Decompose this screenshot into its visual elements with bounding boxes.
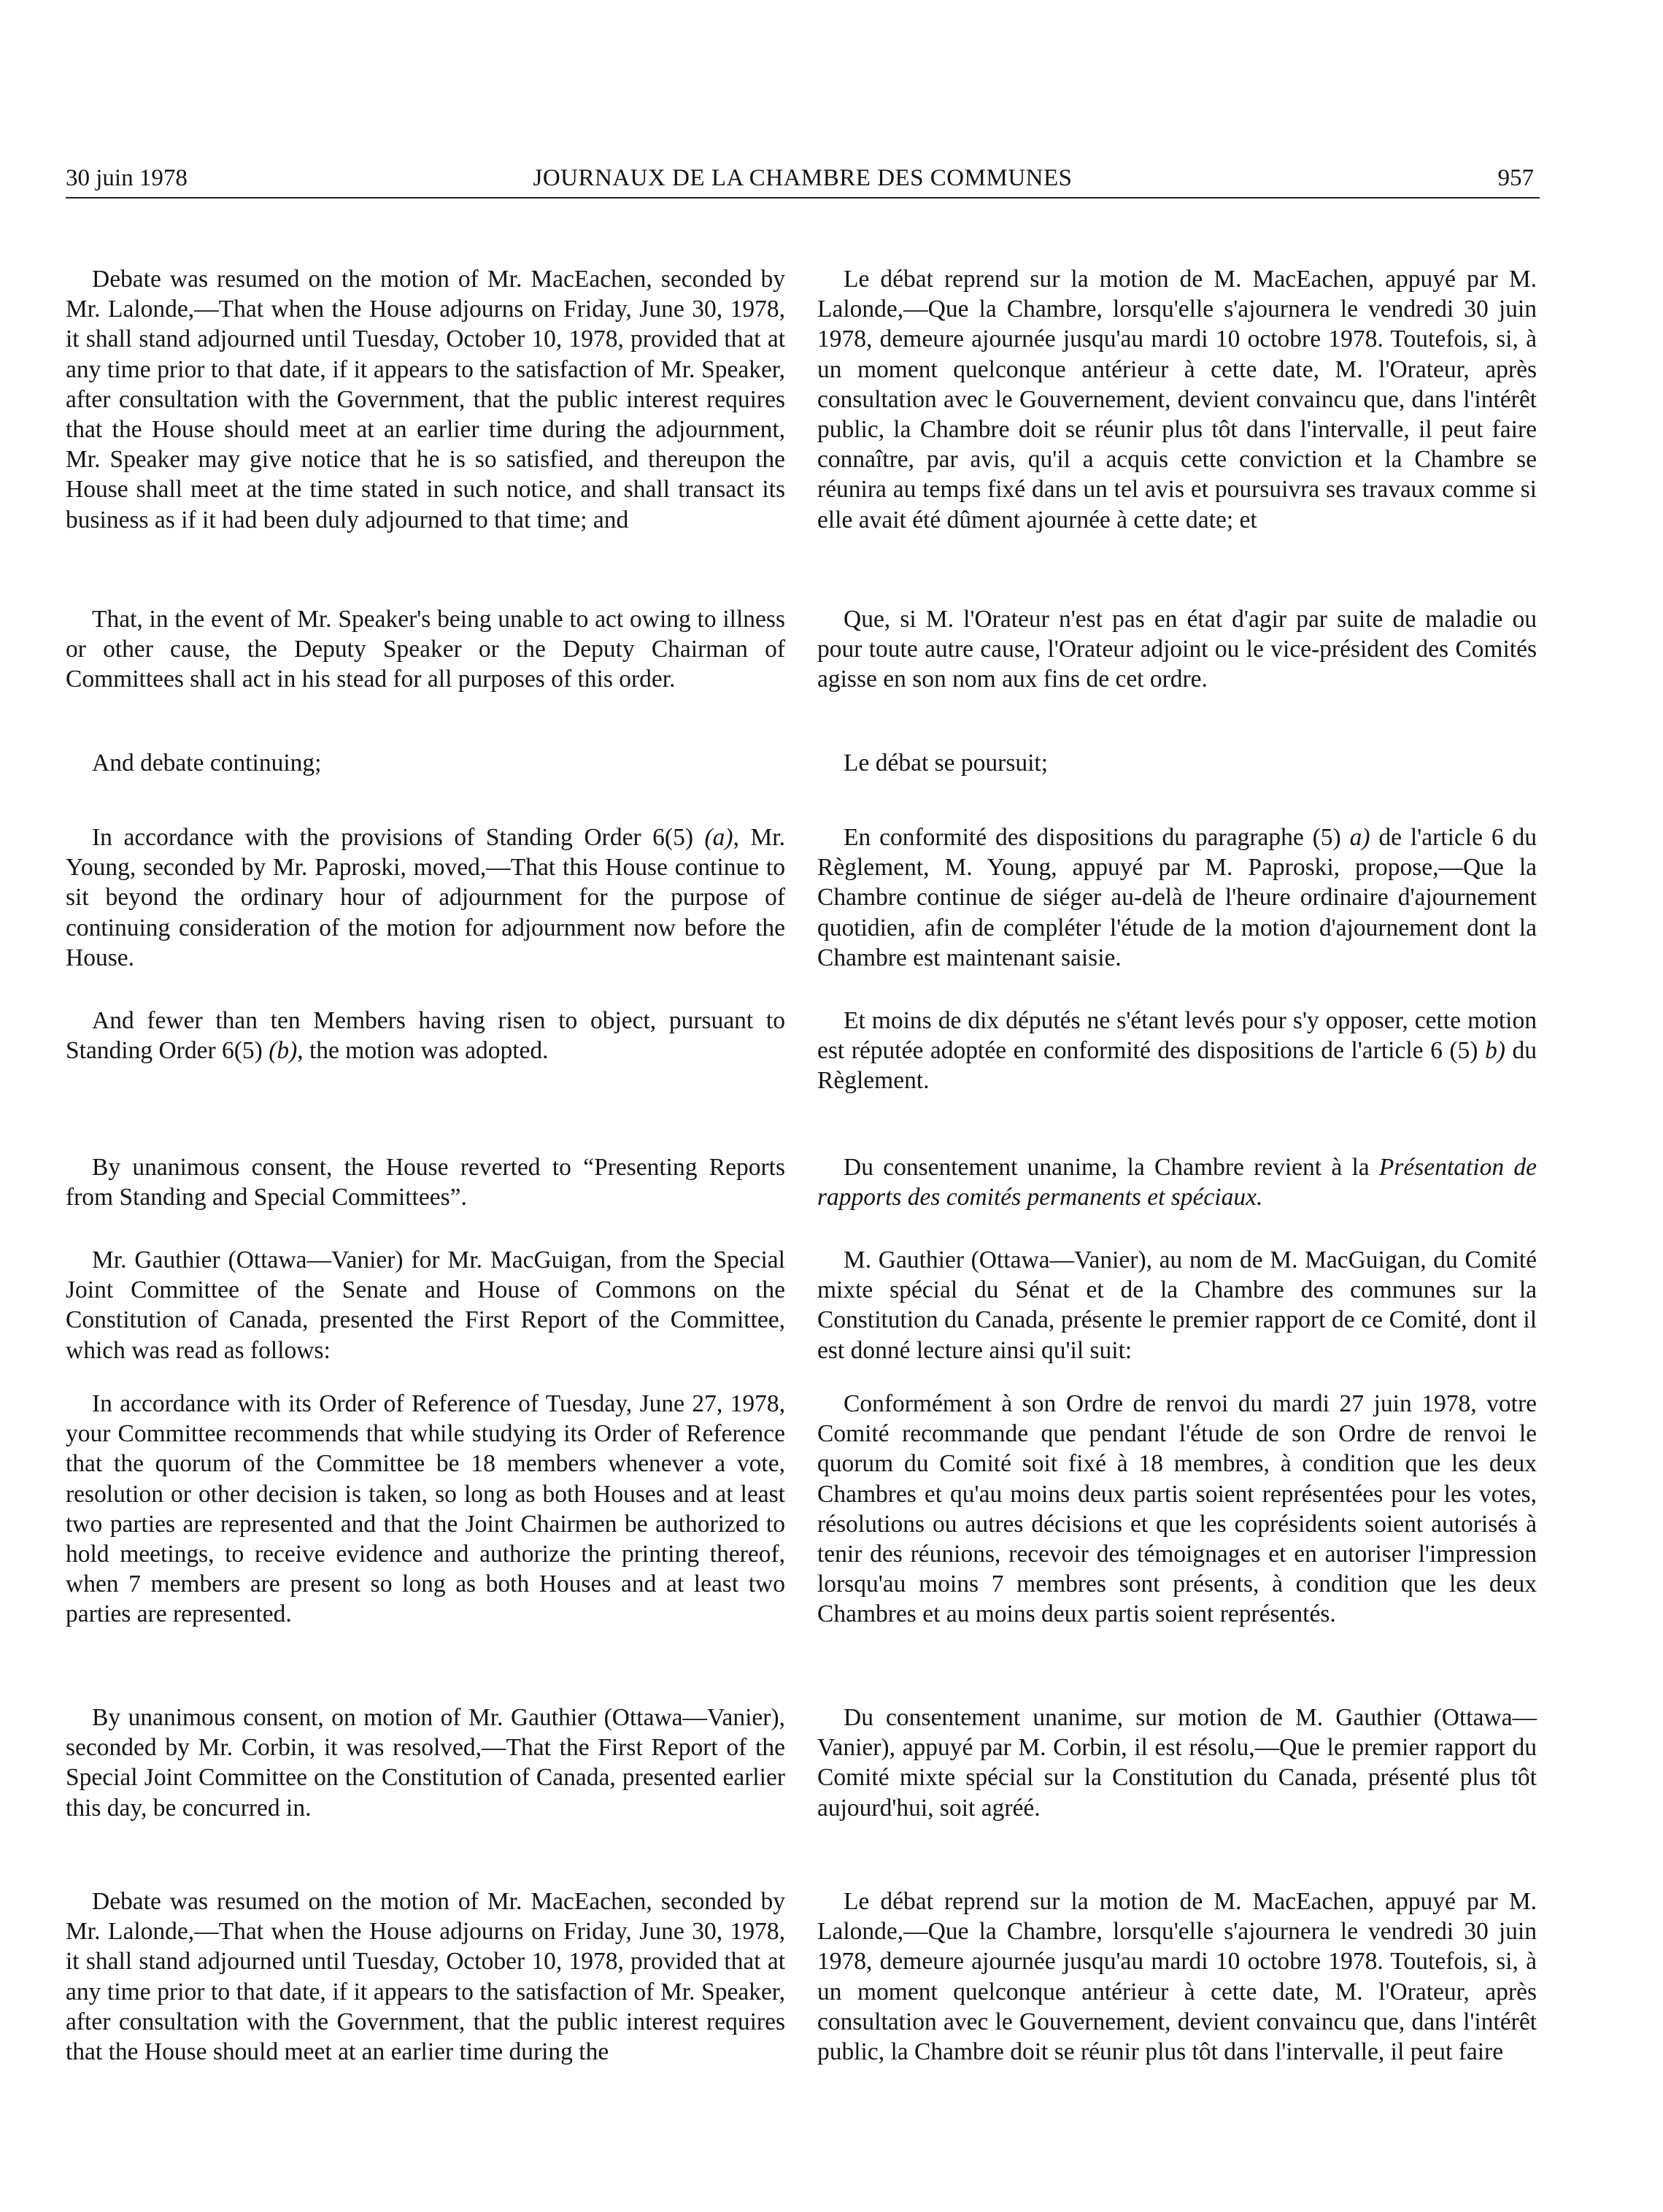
- fr-paragraph-6: Du consentement unanime, la Chambre revient à la Présentation de rapports des comités permanents et spéciaux.: [817, 1154, 1537, 1211]
- header-page-number: 957: [1497, 165, 1534, 191]
- en-paragraph-7: Mr. Gauthier (Ottawa—Vanier) for Mr. MacGuigan, from the Special Joint Committee of the Senate and House of Commons on the Constitution of Canada, presented the First Report of the Committee, which was read as follows:: [66, 1246, 785, 1364]
- en-debate-resumed: [66, 1887, 785, 2067]
- fr-paragraph-8: Conformément à son Ordre de renvoi du mardi 27 juin 1978, votre Comité recommande que pendant l'étude de son Ordre de renvoi le quorum du Comité soit fixé à 18 membres, à condition que les deux Chambres et qu'au moins deux partis soient représentées pour les votes, résolutions ou autres décisions et que les coprésidents soient autorisés à tenir des réunions, recevoir des témoignages et en autoriser l'impression lorsqu'au moins 7 membres sont présents, à condition que les deux Chambres et au moins deux partis soient représentés.: [817, 1390, 1537, 1628]
- en-first-report-presented: [66, 1245, 785, 1365]
- en-paragraph-8: In accordance with its Order of Reference of Tuesday, June 27, 1978, your Committee recommends that while studying its Order of Reference that the quorum of the Committee be 18 members whenever a vote, resolution or other decision is taken, so long as both Houses and at least two parties are represented and that the Joint Chairmen be authorized to hold meetings, to receive evidence and authorize the printing thereof, when 7 members are present so long as both Houses and at least two parties are represented.: [66, 1390, 785, 1628]
- fr-first-report-presented: [817, 1245, 1537, 1365]
- fr-paragraph-2: Que, si M. l'Orateur n'est pas en état d'agir par suite de maladie ou pour toute autre cause, l'Orateur adjoint ou le vice-président des Comités agisse en son nom aux fins de cet ordre.: [817, 606, 1537, 693]
- en-paragraph-4: In accordance with the provisions of Standing Order 6(5) (a), Mr. Young, seconded by Mr. Paproski, moved,—That this House continue to sit beyond the ordinary hour of adjournment for the purpose of continuing consideration of the motion for adjournment now before the House.: [66, 824, 785, 971]
- fr-sitting-motion: [817, 822, 1537, 973]
- en-speaker-clause: [66, 604, 785, 695]
- page-header: [66, 161, 1540, 199]
- fr-debate-continuing: [817, 748, 1537, 778]
- en-paragraph-5: And fewer than ten Members having risen to object, pursuant to Standing Order 6(5) (b), the motion was adopted.: [66, 1007, 785, 1065]
- en-paragraph-9: By unanimous consent, on motion of Mr. Gauthier (Ottawa—Vanier), seconded by Mr. Corbin, it was resolved,—That the First Report of the Special Joint Committee on the Constitution of Canada, presented earlier this day, be concurred in.: [66, 1704, 785, 1822]
- header-date: 30 juin 1978: [66, 165, 188, 191]
- en-paragraph-1: Debate was resumed on the motion of Mr. MacEachen, seconded by Mr. Lalonde,—That when the House adjourns on Friday, June 30, 1978, it shall stand adjourned until Tuesday, October 10, 1978, provided that at any time prior to that date, if it appears to the satisfaction of Mr. Speaker, after consultation with the Government, that the public interest requires that the House should meet at an earlier time during the adjournment, Mr. Speaker may give notice that he is so satisfied, and thereupon the House shall meet at the time stated in such notice, and shall transact its business as if it had been duly adjourned to that time; and: [66, 266, 785, 533]
- fr-motion-adopted: [817, 1006, 1537, 1096]
- en-motion-adopted: [66, 1006, 785, 1065]
- en-paragraph-2: That, in the event of Mr. Speaker's being unable to act owing to illness or other cause, the Deputy Speaker or the Deputy Chairman of Committees shall act in his stead for all purposes of this order.: [66, 606, 785, 693]
- en-reverted-reports: [66, 1152, 785, 1212]
- en-report-concurred: [66, 1703, 785, 1823]
- fr-paragraph-4: En conformité des dispositions du paragraphe (5) a) de l'article 6 du Règlement, M. Young, appuyé par M. Paproski, propose,—Que la Chambre continue de siéger au-delà de l'heure ordinaire d'ajournement quotidien, afin de compléter l'étude de la motion d'ajournement dont la Chambre est maintenant saisie.: [817, 824, 1537, 971]
- fr-adjournment-motion: [817, 264, 1537, 535]
- fr-paragraph-9: Du consentement unanime, sur motion de M. Gauthier (Ottawa—Vanier), appuyé par M. Corbin, il est résolu,—Que le premier rapport du Comité mixte spécial sur la Constitution du Canada, présenté plus tôt aujourd'hui, soit agréé.: [817, 1704, 1537, 1822]
- fr-paragraph-7: M. Gauthier (Ottawa—Vanier), au nom de M. MacGuigan, du Comité mixte spécial du Sénat et de la Chambre des communes sur la Constitution du Canada, présente le premier rapport de ce Comité, dont il est donné lecture ainsi qu'il suit:: [817, 1246, 1537, 1364]
- en-sitting-motion: [66, 822, 785, 973]
- en-paragraph-6: By unanimous consent, the House reverted to “Presenting Reports from Standing and Special Committees”.: [66, 1154, 785, 1211]
- en-report-text: [66, 1389, 785, 1630]
- en-paragraph-10: Debate was resumed on the motion of Mr. MacEachen, seconded by Mr. Lalonde,—That when the House adjourns on Friday, June 30, 1978, it shall stand adjourned until Tuesday, October 10, 1978, provided that at any time prior to that date, if it appears to the satisfaction of Mr. Speaker, after consultation with the Government, that the public interest requires that the House should meet at an earlier time during the: [66, 1888, 785, 2066]
- fr-paragraph-5: Et moins de dix députés ne s'étant levés pour s'y opposer, cette motion est réputée adoptée en conformité des dispositions de l'article 6 (5) b) du Règlement.: [817, 1007, 1537, 1095]
- fr-paragraph-1: Le débat reprend sur la motion de M. MacEachen, appuyé par M. Lalonde,—Que la Chambre, lorsqu'elle s'ajournera le vendredi 30 juin 1978, demeure ajournée jusqu'au mardi 10 octobre 1978. Toutefois, si, à un moment quelconque antérieur à cette date, M. l'Orateur, après consultation avec le Gouvernement, devient convaincu que, dans l'intérêt public, la Chambre doit se réunir plus tôt dans l'intervalle, il peut faire connaître, par avis, qu'il a acquis cette conviction et la Chambre se réunira au temps fixé dans un tel avis et poursuivra ses travaux comme si elle avait été dûment ajournée à cette date; et: [817, 266, 1537, 533]
- fr-speaker-clause: [817, 604, 1537, 695]
- fr-report-concurred: [817, 1703, 1537, 1823]
- en-paragraph-3: And debate continuing;: [92, 749, 322, 776]
- header-title: JOURNAUX DE LA CHAMBRE DES COMMUNES: [533, 165, 1073, 191]
- en-adjournment-motion: [66, 264, 785, 535]
- en-debate-continuing: [66, 748, 785, 778]
- fr-debate-resumed: [817, 1887, 1537, 2067]
- fr-paragraph-3: Le débat se poursuit;: [844, 749, 1049, 776]
- fr-report-text: [817, 1389, 1537, 1630]
- fr-paragraph-10: Le débat reprend sur la motion de M. MacEachen, appuyé par M. Lalonde,—Que la Chambre, lorsqu'elle s'ajournera le vendredi 30 juin 1978, demeure ajournée jusqu'au mardi 10 octobre 1978. Toutefois, si, à un moment quelconque antérieur à cette date, M. l'Orateur, après consultation avec le Gouvernement, devient convaincu que, dans l'intérêt public, la Chambre doit se réunir plus tôt dans l'intervalle, il peut faire: [817, 1888, 1537, 2066]
- fr-reverted-reports: [817, 1152, 1537, 1212]
